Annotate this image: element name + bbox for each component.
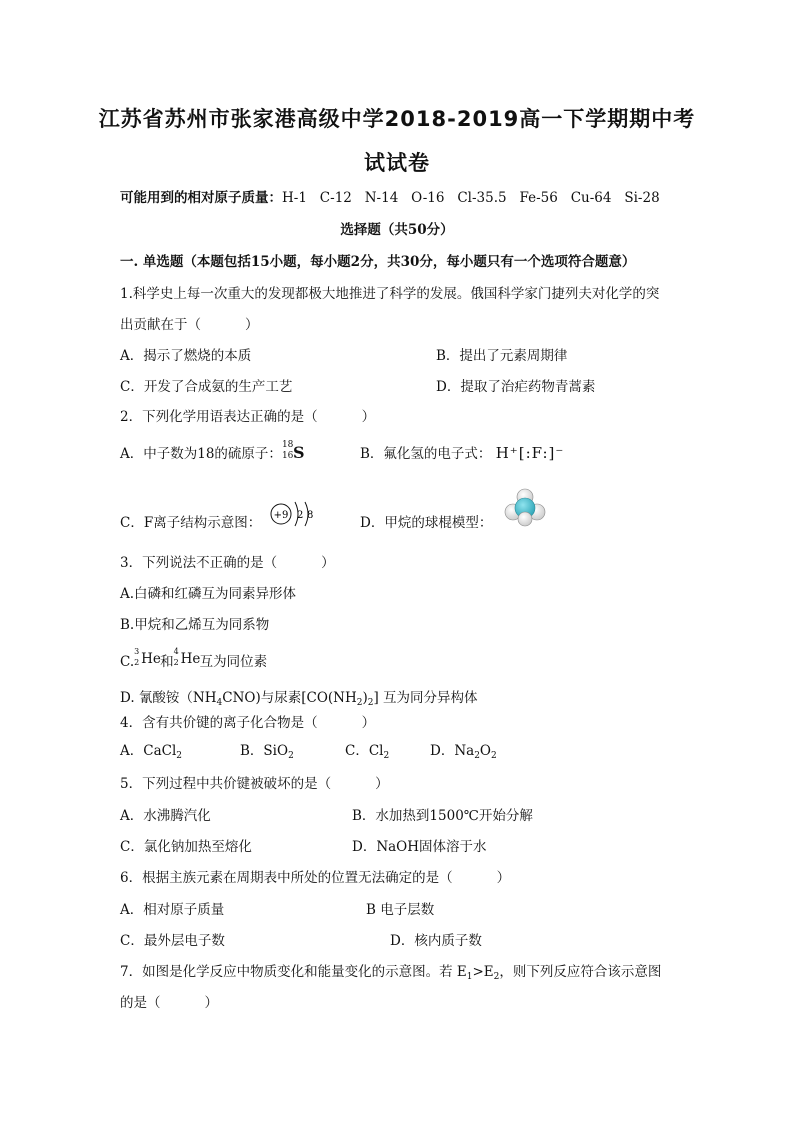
shell1-electrons: 2: [297, 510, 304, 521]
q4-paren: ）: [361, 715, 376, 731]
isotope-symbol: He: [180, 651, 201, 667]
atomic-masses-row: [120, 186, 660, 206]
q2-paren: ）: [361, 409, 376, 425]
isotope-symbol: He: [141, 651, 161, 667]
q7-stem-mid: >E: [472, 964, 494, 980]
q3-d-text4: ] 互为同分异构体: [373, 690, 478, 706]
subscript: 2: [491, 751, 497, 761]
exam-title-line1: 江苏省苏州市张家港高级中学2018-2019高一下学期期中考: [98, 107, 696, 131]
q4-stem-text: 4．含有共价键的离子化合物是（: [120, 715, 318, 731]
q3-option-a: A.白磷和红磷互为同素异形体: [120, 586, 297, 602]
q5-option-a: A．水沸腾汽化: [120, 808, 211, 824]
q2-option-d: [360, 511, 492, 531]
helium3-isotope: [134, 647, 161, 669]
q4-b-text: B．SiO: [240, 743, 289, 759]
isotope-number: 2: [173, 658, 179, 667]
q6-option-b: B 电子层数: [366, 902, 435, 918]
shell2-electrons: 8: [307, 510, 314, 521]
q7-stem-text: 7．如图是化学反应中物质变化和能量变化的示意图。若 E: [120, 964, 467, 980]
nuclide-atomic-number: 16: [281, 451, 294, 461]
subscript: 2: [367, 698, 374, 708]
subscript: 4: [216, 698, 223, 708]
exam-title-line2: 试试卷: [364, 151, 430, 175]
q5-option-c: C．氯化钠加热至熔化: [120, 839, 252, 855]
q2-option-c-text: C．F离子结构示意图：: [120, 515, 262, 531]
q6-stem: [120, 866, 510, 886]
q3-stem: [120, 551, 335, 571]
isotope-mass: 3: [134, 647, 140, 656]
sulfur-nuclide-symbol: [281, 440, 305, 464]
hf-electron-formula: H⁺[:F:]⁻: [495, 444, 565, 462]
q2-option-c: [120, 511, 261, 531]
subscript: 2: [493, 972, 500, 982]
q5-option-d: D．NaOH固体溶于水: [352, 839, 487, 855]
subscript: 2: [176, 751, 183, 761]
q1-paren: ）: [245, 317, 259, 333]
q2-stem: [120, 405, 375, 425]
q4-c-text: C．Cl: [345, 743, 384, 759]
q6-option-d: D．核内质子数: [390, 933, 482, 949]
q3-d-text2: CNO)与尿素[CO(NH: [222, 690, 357, 706]
nuclide-symbol: S: [292, 443, 305, 462]
q1-option-c: C．开发了合成氨的生产工艺: [120, 379, 293, 395]
q2-option-b-text: B．氟化氢的电子式：: [360, 446, 492, 462]
q1-option-a: A．揭示了燃烧的本质: [120, 348, 252, 364]
q3-c-prefix: C.: [120, 654, 135, 670]
q5-option-b: B．水加热到1500℃开始分解: [352, 808, 533, 824]
q3-stem-text: 3．下列说法不正确的是（: [120, 555, 278, 571]
methane-model-icon: [503, 487, 547, 527]
q1-stem-text2: 出贡献在于（: [120, 317, 201, 333]
q4-option-a: [120, 739, 182, 761]
q1-stem-line2: [120, 313, 259, 333]
q4-option-d: [430, 739, 497, 761]
q6-paren: ）: [496, 870, 511, 886]
q2-stem-text: 2．下列化学用语表达正确的是（: [120, 409, 318, 425]
subscript: 1: [466, 972, 473, 982]
q5-paren: ）: [375, 776, 389, 792]
q3-c-suffix: 互为同位素: [199, 654, 268, 670]
q1-stem-line1: [120, 282, 659, 302]
q4-option-c: [345, 739, 389, 761]
q6-option-a: A．相对原子质量: [120, 902, 225, 918]
isotope-mass: 4: [173, 647, 179, 656]
q2-option-a-text: A．中子数为18的硫原子：: [120, 446, 282, 462]
q7-stem-post: ，则下列反应符合该示意图: [499, 964, 662, 980]
q7-stem-line2: [120, 991, 218, 1011]
section-title: 选择题（共50分）: [340, 222, 454, 238]
nuclide-mass-number: 18: [281, 440, 294, 450]
q6-option-c: C．最外层电子数: [120, 933, 225, 949]
q3-d-text3: ): [362, 690, 368, 706]
q5-stem-text: 5．下列过程中共价键被破坏的是（: [120, 776, 332, 792]
q2-option-b: [360, 442, 564, 462]
fluoride-ion-structure-diagram: [268, 496, 324, 532]
q5-stem: [120, 772, 389, 792]
q6-stem-text: 6．根据主族元素在周期表中所处的位置无法确定的是（: [120, 870, 453, 886]
q3-option-d: [120, 686, 478, 708]
q4-a-text: A．CaCl: [120, 743, 177, 759]
nucleus-charge: +9: [273, 510, 289, 521]
q3-option-c: [120, 647, 268, 670]
subscript: 2: [356, 698, 363, 708]
part-heading: 一. 单选题（本题包括15小题，每小题2分，共30分，每小题只有一个选项符合题意）: [120, 254, 636, 270]
q1-option-b: B．提出了元素周期律: [436, 348, 568, 364]
q2-option-a: [120, 440, 305, 464]
q1-stem-text: 1.科学史上每一次重大的发现都极大地推进了科学的发展。俄国科学家门捷列夫对化学的突: [120, 286, 660, 302]
q7-paren: ）: [204, 995, 218, 1011]
atomic-masses-label: 可能用到的相对原子质量：: [120, 190, 282, 206]
q4-stem: [120, 711, 375, 731]
isotope-number: 2: [134, 658, 140, 667]
subscript: 2: [474, 751, 480, 761]
q2-option-d-text: D．甲烷的球棍模型：: [360, 515, 493, 531]
q3-option-b: B.甲烷和乙烯互为同系物: [120, 617, 270, 633]
q3-paren: ）: [321, 555, 335, 571]
q4-d-text: D．Na: [430, 743, 475, 759]
q7-stem-text2: 的是（: [120, 995, 161, 1011]
subscript: 2: [383, 751, 390, 761]
q7-stem-line1: [120, 960, 661, 982]
atomic-masses-values: H-1 C-12 N-14 O-16 Cl-35.5 Fe-56 Cu-64 Si-28: [282, 190, 660, 206]
subscript: 2: [288, 751, 294, 761]
q4-d-text2: O: [479, 743, 491, 759]
q4-option-b: [240, 739, 294, 761]
q3-c-and: 和: [160, 654, 174, 670]
helium4-isotope: [173, 647, 201, 669]
q3-d-text1: D. 氰酸铵（NH: [120, 690, 217, 706]
q1-option-d: D．提取了治疟药物青蒿素: [436, 379, 596, 395]
